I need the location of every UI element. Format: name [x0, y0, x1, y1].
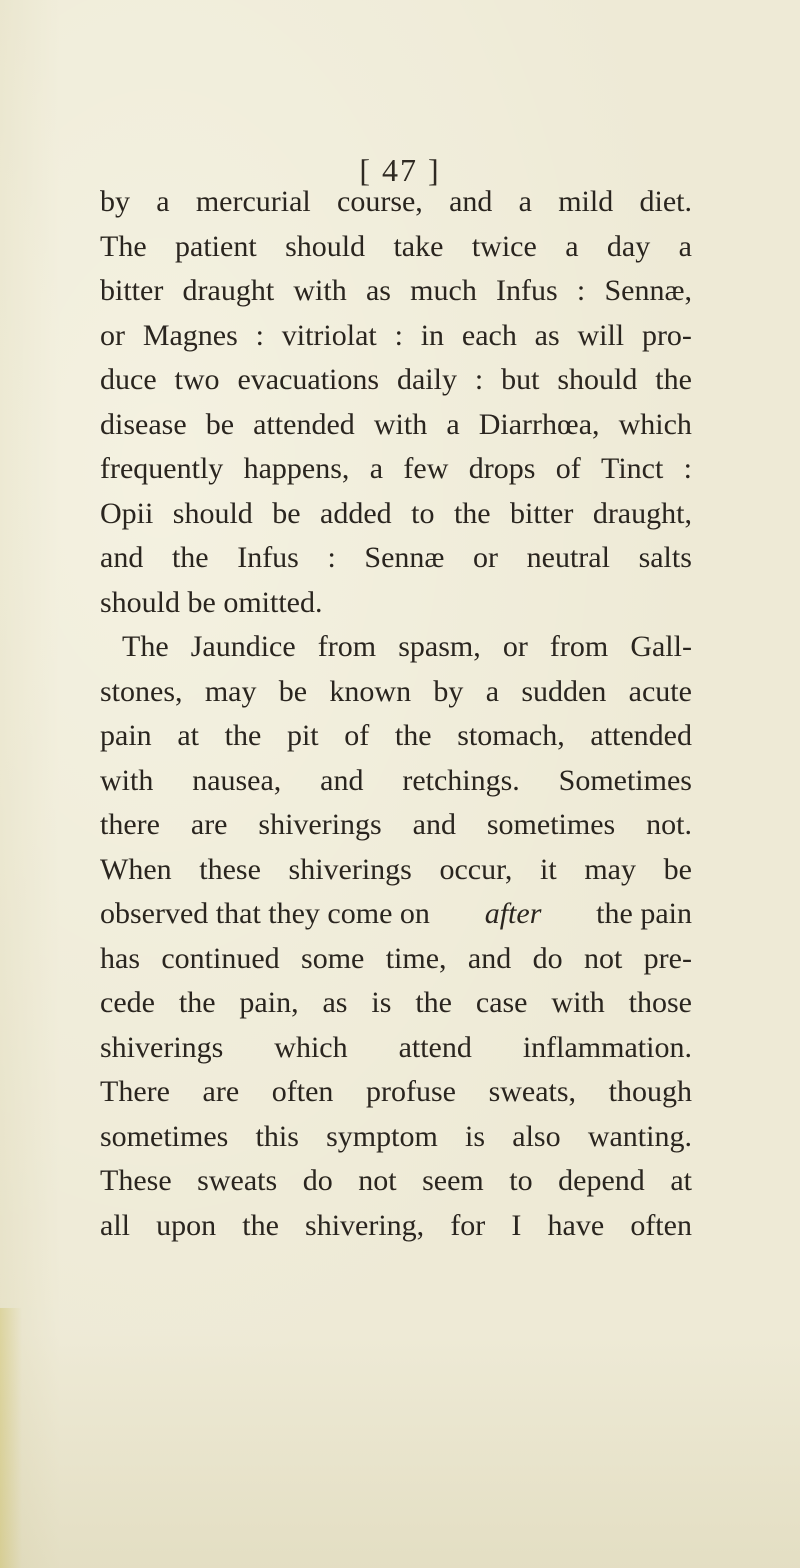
word: the	[415, 986, 452, 1019]
word: it	[540, 852, 557, 886]
word: not	[583, 941, 623, 975]
word: depend	[558, 1164, 645, 1197]
word: Opii	[100, 496, 154, 530]
word: profuse	[366, 1075, 456, 1108]
word: much	[410, 274, 477, 307]
word: be	[278, 674, 308, 708]
word: :	[255, 318, 264, 352]
word: omitted.	[223, 585, 323, 619]
word: salts	[638, 541, 692, 574]
text-line	[100, 269, 692, 314]
word: cede	[100, 986, 155, 1019]
word: is	[371, 986, 392, 1019]
word: will	[577, 318, 625, 352]
word: be	[187, 585, 216, 619]
word: wanting.	[587, 1119, 692, 1153]
word: the	[178, 986, 216, 1019]
text-line	[100, 180, 692, 225]
word: When	[100, 852, 172, 886]
text-line	[100, 981, 692, 1026]
word: a	[369, 452, 384, 485]
word: bitter	[100, 274, 164, 307]
word: with	[373, 407, 428, 441]
word: a	[518, 185, 532, 218]
word: mild	[558, 185, 614, 218]
word: known	[329, 674, 412, 708]
text-line	[100, 670, 692, 715]
word: Tinct	[601, 452, 664, 485]
text-segment: the pain	[596, 897, 692, 930]
word: some	[301, 941, 365, 975]
word: with	[100, 763, 154, 797]
word: :	[576, 274, 586, 307]
body-text	[100, 180, 692, 1248]
word: a	[446, 407, 460, 441]
word: or	[473, 541, 499, 574]
word: time,	[385, 941, 447, 975]
word: twice	[471, 229, 537, 263]
word: as	[365, 274, 391, 307]
word: those	[628, 986, 692, 1019]
word: the	[394, 719, 432, 752]
word: two	[174, 363, 220, 396]
text-line	[100, 803, 692, 848]
word: added	[320, 496, 392, 530]
word: upon	[156, 1208, 217, 1242]
word: Sennæ	[364, 541, 445, 574]
word: :	[394, 318, 403, 352]
word: stomach,	[457, 719, 565, 752]
word: may	[204, 674, 257, 708]
word: sudden	[521, 674, 607, 708]
word: continued	[161, 941, 280, 975]
word: retchings.	[402, 763, 520, 797]
word: stones,	[100, 674, 183, 708]
word: daily	[396, 363, 457, 396]
word: and	[449, 185, 493, 218]
word: at	[670, 1164, 692, 1197]
text-line	[100, 447, 692, 492]
word: shivering,	[305, 1208, 425, 1242]
word: disease	[100, 407, 187, 441]
word: by	[433, 674, 464, 708]
word: :	[474, 363, 484, 396]
word: to	[411, 496, 435, 530]
word: day	[606, 229, 651, 263]
word: a	[156, 185, 170, 218]
word: and	[412, 808, 456, 841]
word: should	[557, 363, 638, 396]
word: as	[534, 318, 560, 352]
word: are	[190, 808, 228, 841]
word: this	[255, 1119, 299, 1153]
word: to	[509, 1164, 533, 1197]
word: which	[274, 1030, 348, 1064]
word: duce	[100, 363, 157, 396]
word: may	[584, 852, 636, 886]
word: There	[100, 1075, 170, 1108]
word: of	[555, 452, 581, 485]
word: Diarrhœa,	[478, 407, 600, 441]
word: and	[100, 541, 144, 574]
word: diet.	[639, 185, 692, 218]
word: The	[100, 229, 147, 263]
word: :	[327, 541, 336, 574]
word: be	[205, 407, 235, 441]
word: I	[511, 1208, 522, 1242]
text-line-with-italic	[100, 892, 692, 937]
italic-word: after	[484, 897, 542, 930]
word: have	[547, 1208, 605, 1242]
word: do	[302, 1164, 333, 1197]
word: or	[100, 318, 125, 352]
word: course,	[337, 185, 423, 218]
word: pain	[100, 719, 152, 752]
text-line	[100, 759, 692, 804]
text-line	[100, 403, 692, 448]
word: each	[461, 318, 517, 352]
word: for	[450, 1208, 486, 1242]
word: happens,	[243, 452, 350, 485]
word: :	[683, 452, 692, 485]
word: The	[122, 630, 169, 663]
word: Sometimes	[558, 763, 692, 797]
page-number: [ 47 ]	[359, 152, 441, 188]
text-line	[100, 625, 692, 670]
word: with	[293, 274, 347, 307]
word: often	[630, 1208, 692, 1242]
word: vitriolat	[281, 318, 377, 352]
word: should	[172, 496, 253, 530]
word: by	[100, 185, 130, 218]
text-line	[100, 314, 692, 359]
word: shiverings	[288, 852, 412, 886]
word: occur,	[439, 852, 513, 886]
text-line	[100, 1070, 692, 1115]
word: pre-	[643, 941, 692, 975]
word: though	[608, 1075, 692, 1108]
word: in	[420, 318, 445, 352]
word: drops	[468, 452, 536, 485]
word: case	[475, 986, 528, 1019]
word: the	[655, 363, 692, 396]
word: and	[467, 941, 512, 975]
word: at	[177, 719, 199, 752]
word: sometimes	[486, 808, 616, 841]
text-line	[100, 937, 692, 982]
word: all	[100, 1208, 130, 1242]
word: also	[512, 1119, 561, 1153]
word: pro-	[641, 318, 692, 352]
word: which	[618, 407, 692, 441]
word: draught,	[592, 496, 692, 530]
word: Gall-	[630, 630, 692, 663]
word: with	[551, 986, 605, 1019]
text-line	[100, 358, 692, 403]
word: seem	[422, 1164, 484, 1197]
word: is	[465, 1119, 486, 1153]
word: of	[344, 719, 370, 752]
word: are	[202, 1075, 240, 1108]
word: neutral	[526, 541, 610, 574]
word: from	[549, 630, 609, 663]
word: take	[393, 229, 444, 263]
word: these	[199, 852, 261, 886]
word: not	[358, 1164, 397, 1197]
word: Infus	[237, 541, 299, 574]
text-line	[100, 536, 692, 581]
word: as	[322, 986, 348, 1019]
word: be	[663, 852, 692, 886]
word: Sennæ,	[604, 274, 692, 307]
text-line	[100, 492, 692, 537]
word: attended	[253, 407, 355, 441]
word: shiverings	[100, 1030, 224, 1064]
word: few	[403, 452, 449, 485]
word: not.	[646, 808, 692, 841]
word: from	[317, 630, 377, 663]
word: sweats,	[488, 1075, 577, 1108]
text-line	[100, 848, 692, 893]
word: and	[320, 763, 364, 797]
word: but	[501, 363, 540, 396]
word: nausea,	[192, 763, 282, 797]
word: frequently	[100, 452, 224, 485]
word: Jaundice	[190, 630, 296, 663]
word: mercurial	[195, 185, 311, 218]
text-line	[100, 1026, 692, 1071]
text-line	[100, 225, 692, 270]
word: the	[224, 719, 262, 752]
word: attended	[590, 719, 692, 752]
word: patient	[175, 229, 257, 263]
word: a	[485, 674, 500, 708]
text-line	[100, 1159, 692, 1204]
word: Magnes	[142, 318, 238, 352]
word: inflammation.	[522, 1030, 692, 1064]
word: has	[100, 941, 140, 975]
page-edge-shading	[0, 1308, 22, 1568]
word: draught	[182, 274, 275, 307]
word: shiverings	[258, 808, 382, 841]
word: bitter	[510, 496, 574, 530]
word: or	[502, 630, 528, 663]
word: be	[272, 496, 301, 530]
word: do	[532, 941, 563, 975]
word: These	[100, 1164, 172, 1197]
text-line	[100, 581, 692, 626]
text-line	[100, 714, 692, 759]
word: a	[565, 229, 579, 263]
word: should	[285, 229, 366, 263]
word: the	[171, 541, 209, 574]
text-line	[100, 1115, 692, 1160]
word: the	[242, 1208, 279, 1242]
word: Infus	[496, 274, 558, 307]
word: sometimes	[100, 1119, 229, 1153]
word: attend	[398, 1030, 472, 1064]
word: the	[453, 496, 491, 530]
word: a	[678, 229, 692, 263]
word: should	[100, 585, 181, 619]
text-segment: observed that they come on	[100, 897, 430, 930]
word: symptom	[326, 1119, 438, 1153]
word: acute	[628, 674, 692, 708]
word: spasm,	[398, 630, 481, 663]
word: evacuations	[237, 363, 380, 396]
word: often	[271, 1075, 334, 1108]
word: there	[100, 808, 160, 841]
word: sweats	[197, 1164, 278, 1197]
text-line	[100, 1204, 692, 1249]
word: pain,	[239, 986, 299, 1019]
word: pit	[286, 719, 319, 752]
